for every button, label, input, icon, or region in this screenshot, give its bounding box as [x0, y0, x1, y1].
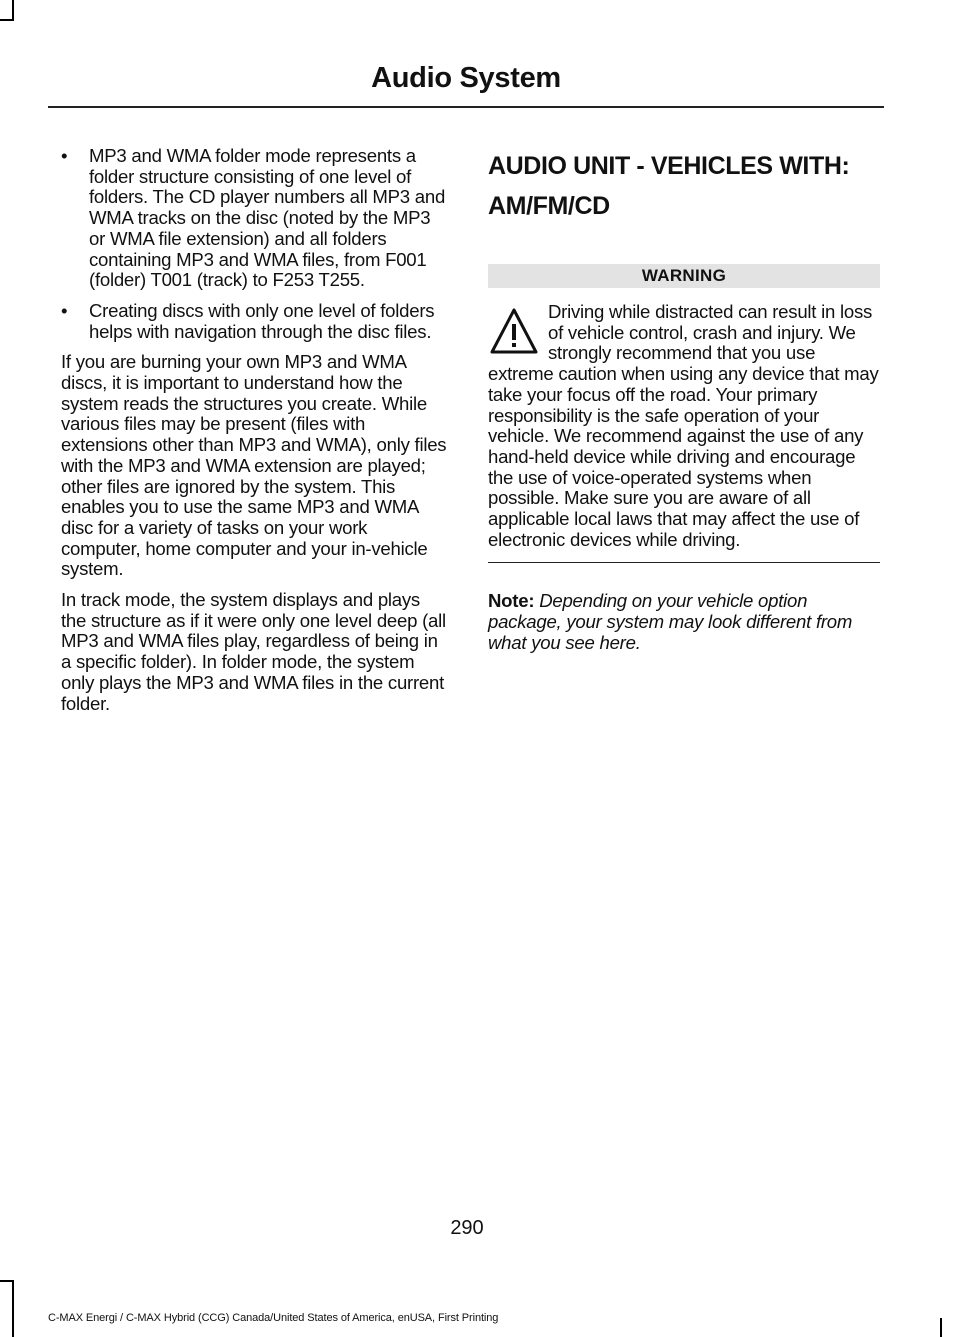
crop-mark-top-left-h — [0, 19, 14, 21]
bullet-text: MP3 and WMA folder mode represents a folder structure consisting of one level of folders. The CD player numbers all MP3 and WMA tracks on the disc (noted by the MP3 or WMA file extension) and all folders containing MP3 and WMA files, from F001 (folder) T001 (track) to F253 T255. — [89, 145, 446, 291]
crop-mark-bottom-left — [12, 1280, 14, 1337]
warning-divider — [488, 562, 880, 563]
warning-text: Driving while distracted can result in loss of vehicle control, crash and injury. We strongly recommend that you use extreme caution when using any device that may take your focus off the road. Your primary responsibility is the safe operation of your vehicle. We recommend against the use of any hand-held device while driving and encourage the use of voice-operated systems when possible. Make sure you are aware of all applicable local laws that may affect the use of electronic devices while driving. — [488, 301, 879, 550]
page-number: 290 — [450, 1217, 484, 1239]
crop-mark-bottom-right — [940, 1318, 942, 1337]
paragraph: In track mode, the system displays and plays the structure as if it were only one level deep (all MP3 and WMA files play, regardless of being in a specific folder). In folder mode, the system only plays the MP3 and WMA files in the current folder. — [61, 589, 446, 714]
section-heading — [488, 146, 880, 226]
footer-text: C-MAX Energi / C-MAX Hybrid (CCG) Canada/United States of America, enUSA, First Printing — [48, 1312, 499, 1324]
page-header-title: Audio System — [371, 62, 561, 94]
right-column — [488, 146, 880, 672]
list-item — [61, 301, 449, 342]
note — [488, 591, 880, 653]
warning-label: WARNING — [488, 264, 880, 288]
bullet-text: Creating discs with only one level of folders helps with navigation through the disc files. — [89, 299, 435, 342]
note-label: Note: — [488, 590, 535, 612]
header-divider — [48, 106, 884, 108]
warning-triangle-icon — [488, 304, 540, 360]
warning-box — [488, 302, 880, 550]
section-heading-line2: AM/FM/CD — [488, 192, 610, 220]
left-column — [61, 146, 449, 724]
crop-mark-top-left — [12, 0, 14, 20]
bullet-marker: • — [61, 145, 68, 166]
bullet-marker: • — [61, 299, 68, 321]
bullet-list — [61, 146, 449, 342]
crop-mark-bottom-left-h — [0, 1280, 14, 1282]
paragraph: If you are burning your own MP3 and WMA discs, it is important to understand how the system reads the structures you create. While various files may be present (files with extensions other than MP3 and WMA), only files with the MP3 and WMA extension are played; other files are ignored by the system. This enables you to use the same MP3 and WMA disc for a variety of tasks on your work computer, home computer and your in-vehicle system. — [61, 351, 447, 580]
note-text: Depending on your vehicle option package, your system may look different from what you see here. — [488, 590, 853, 653]
list-item — [61, 146, 449, 291]
section-heading-line1: AUDIO UNIT - VEHICLES WITH: — [488, 152, 850, 180]
